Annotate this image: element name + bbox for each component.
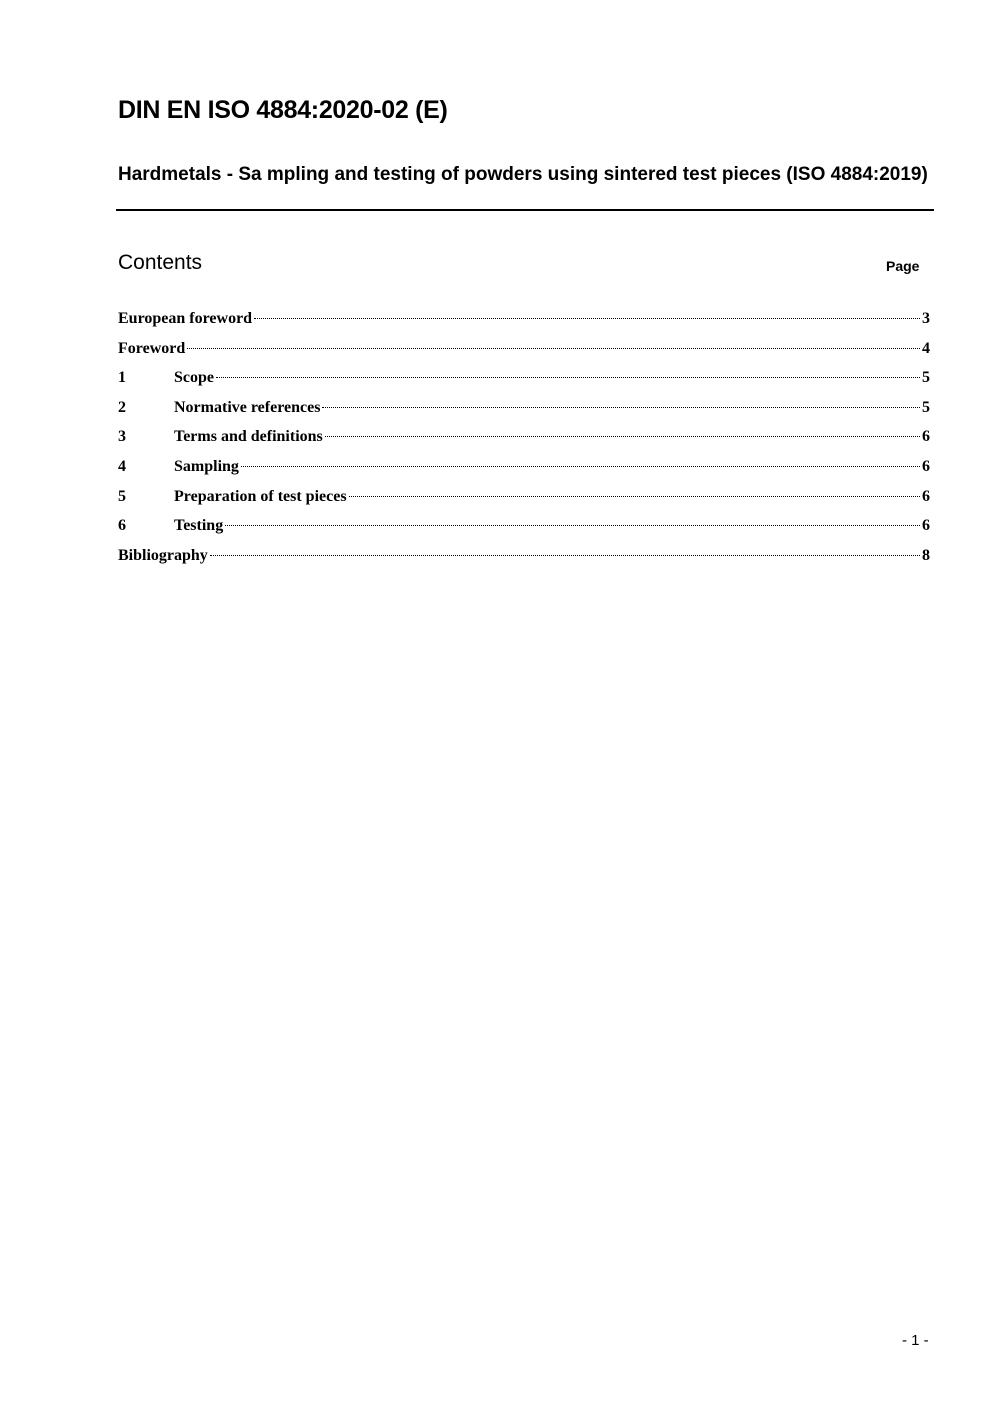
toc-entry-number: 2 [118,398,126,416]
toc-entry-number: 5 [118,487,126,505]
toc-entry-title: Sampling [174,457,239,475]
document-title: DIN EN ISO 4884:2020-02 (E) [118,96,448,124]
contents-heading: Contents [118,251,203,274]
toc-entry-page: 8 [922,546,930,564]
toc-dot-leader [225,525,920,526]
page-number: - 1 - [902,1332,929,1349]
toc-entry-bibliography[interactable] [118,541,930,571]
toc-entry-number: 3 [118,428,126,446]
toc-entry-number: 4 [118,457,126,475]
toc-entry-title: Bibliography [118,546,208,564]
title-divider [116,209,934,211]
toc-entry-normative-references[interactable] [118,393,930,423]
toc-entry-preparation-of-test-pieces[interactable] [118,482,930,512]
toc-dot-leader [216,377,920,378]
toc-entry-sampling[interactable] [118,452,930,482]
toc-entry-testing[interactable] [118,511,930,541]
toc-entry-scope[interactable] [118,363,930,393]
toc-dot-leader [241,466,920,467]
toc-entry-page: 4 [922,339,930,357]
toc-entry-page: 5 [922,369,930,387]
toc-entry-title: Foreword [118,339,186,357]
toc-entry-terms-and-definitions[interactable] [118,422,930,452]
toc-entry-page: 5 [922,398,930,416]
toc-entry-foreword[interactable] [118,334,930,364]
document-subtitle: Hardmetals - Sa mpling and testing of powders using sintered test pieces (ISO 4884:2019) [118,164,928,185]
toc-entry-title: European foreword [118,310,253,327]
toc-entry-title: Testing [174,517,224,535]
toc-entry-title: Preparation of test pieces [174,487,347,505]
table-of-contents [118,304,930,570]
toc-entry-title: Scope [174,369,214,387]
toc-entry-european-foreword[interactable] [118,304,930,334]
toc-entry-page: 6 [922,428,930,446]
toc-dot-leader [210,555,920,556]
toc-entry-title: Normative references [174,398,321,416]
page-column-label: Page [886,258,920,274]
toc-dot-leader [254,318,920,319]
toc-dot-leader [187,348,920,349]
toc-entry-number: 6 [118,517,126,535]
toc-entry-number: 1 [118,369,126,387]
toc-entry-page: 6 [922,457,930,475]
toc-entry-page: 6 [922,487,930,505]
toc-dot-leader [322,407,920,408]
toc-entry-page: 6 [922,517,930,535]
toc-entry-title: Terms and definitions [174,428,323,446]
toc-dot-leader [325,436,920,437]
toc-dot-leader [349,496,920,497]
toc-entry-page: 3 [922,310,930,327]
